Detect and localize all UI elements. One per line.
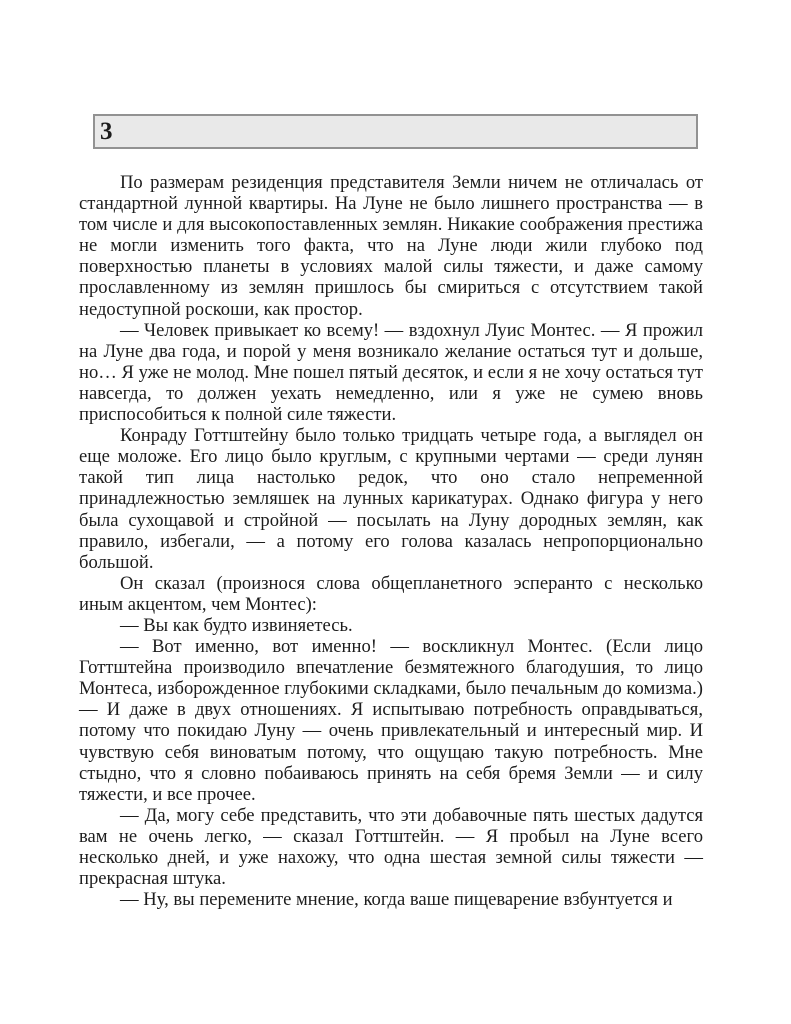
chapter-heading-box — [93, 114, 698, 149]
paragraph: Конраду Готтштейну было только тридцать четыре года, а выглядел он еще моложе. Его лицо было круглым, с крупными чертами — среди лунян такой тип лица настолько редок, что оно стало непременной принадлежностью земляшек на лунных карикатурах. Однако фигура у него была сухощавой и стройной — посылать на Луну дородных землян, как правило, избегали, — а потому его голова казалась непропорционально большой. — [79, 425, 703, 573]
text-block — [79, 172, 703, 910]
chapter-number: 3 — [100, 118, 113, 145]
page-content — [79, 114, 703, 910]
paragraph: — Человек привыкает ко всему! — вздохнул Луис Монтес. — Я прожил на Луне два года, и порой у меня возникало желание остаться тут и дольше, но… Я уже не молод. Мне пошел пятый десяток, и если я не хочу остаться тут навсегда, то должен уехать немедленно, или я уже не сумею вновь приспособиться к полной силе тяжести. — [79, 319, 703, 426]
paragraph: Он сказал (произнося слова общепланетного эсперанто с несколько иным акцентом, чем Монтес): — [79, 572, 703, 615]
paragraph: — Да, могу себе представить, что эти добавочные пять шестых дадутся вам не очень легко, — сказал Готтштейн. — Я пробыл на Луне всего несколько дней, и уже нахожу, что одна шестая земной силы тяжести — прекрасная штука. — [79, 804, 703, 890]
paragraph: — Вот именно, вот именно! — воскликнул Монтес. (Если лицо Готтштейна производило впечатление безмятежного благодушия, то лицо Монтеса, изборожденное глубокими складками, было печальным до комизма.) — И даже в двух отношениях. Я испытываю потребность оправдываться, потому что покидаю Луну — очень привлекательный и интересный мир. И чувствую себя виноватым потому, что ощущаю такую потребность. Мне стыдно, что я словно побаиваюсь принять на себя бремя Земли — и силу тяжести, и все прочее. — [79, 636, 703, 805]
paragraph: — Вы как будто извиняетесь. — [120, 614, 353, 636]
paragraph: — Ну, вы перемените мнение, когда ваше пищеварение взбунтуется и — [120, 889, 673, 911]
paragraph: По размерам резиденция представителя Земли ничем не отличалась от стандартной лунной квартиры. На Луне не было лишнего пространства — в том числе и для высокопоставленных землян. Никакие соображения престижа не могли изменить того факта, что на Луне люди жили глубоко под поверхностью планеты в условиях малой силы тяжести, и даже самому прославленному из землян пришлось бы смириться с отсутствием такой недоступной роскоши, как простор. — [79, 172, 703, 320]
